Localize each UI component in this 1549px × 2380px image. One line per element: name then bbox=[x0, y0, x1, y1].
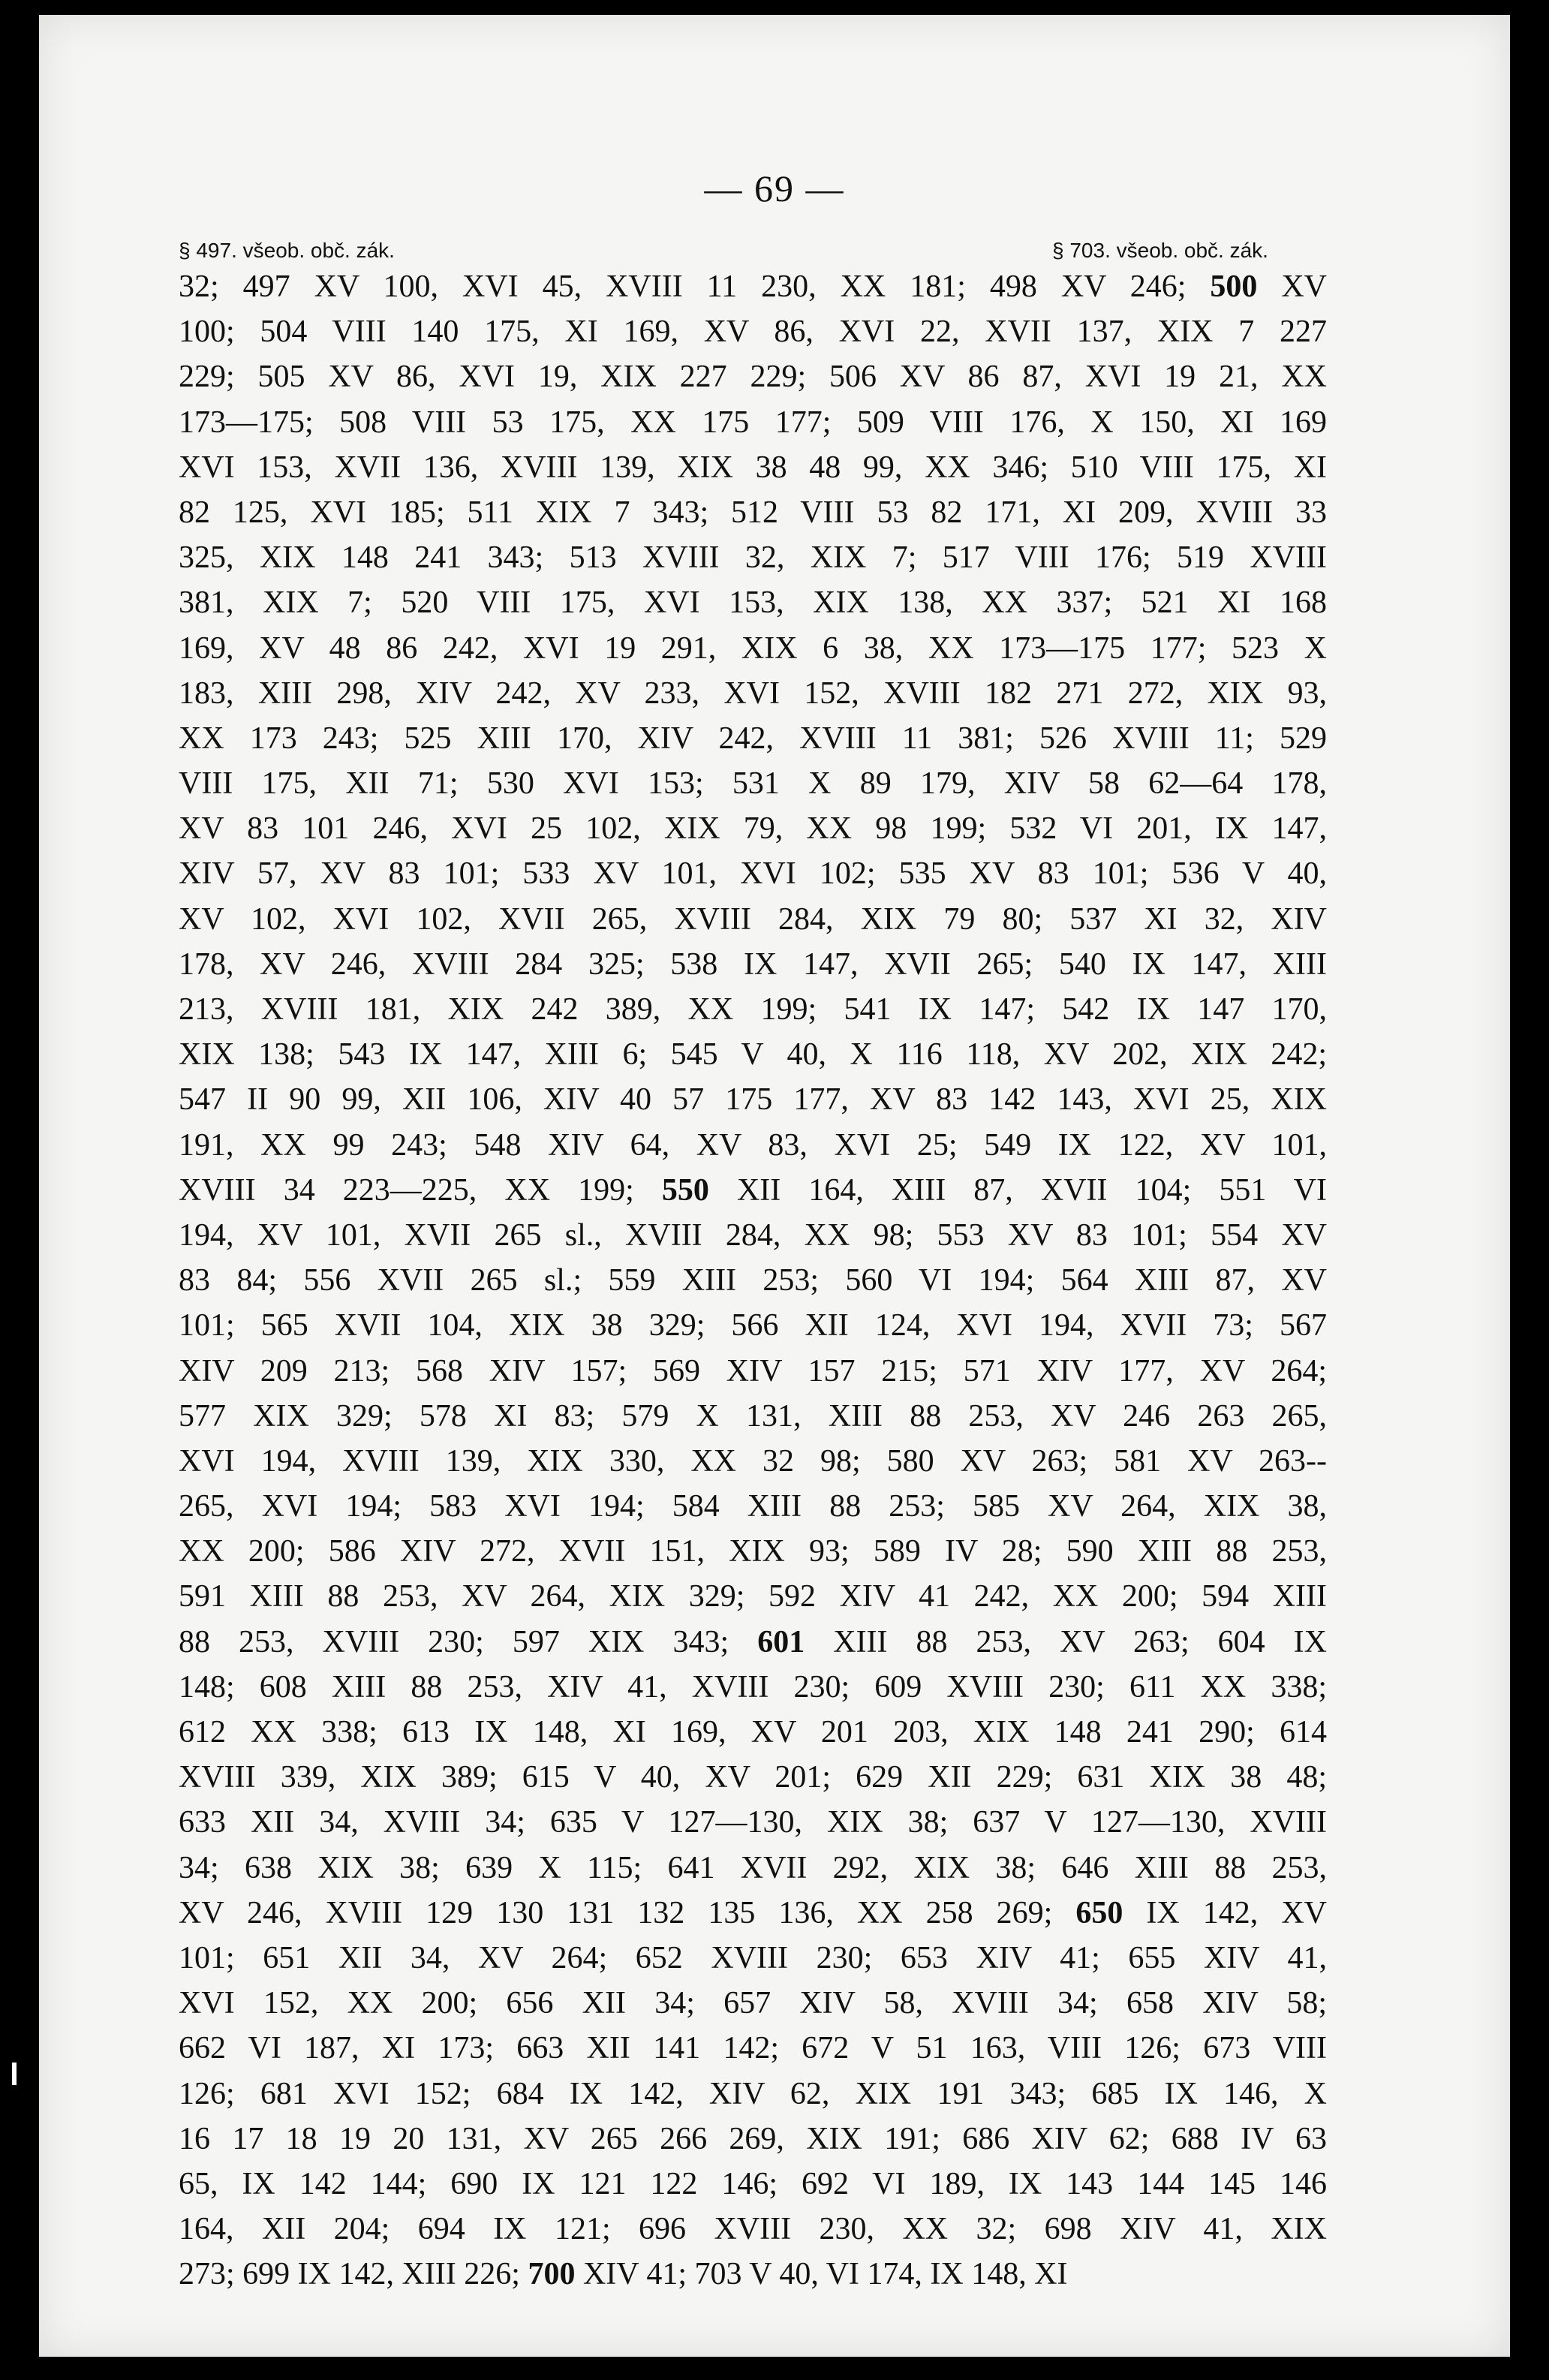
text-segment: 662 VI 187, XI 173; 663 XII 141 142; 672 V 51 163, VIII 126; 673 VIII bbox=[179, 2031, 1327, 2066]
text-segment: 100; 504 VIII 140 175, XI 169, XV 86, XVI 22, XVII 137, XIX 7 227 bbox=[179, 314, 1327, 350]
text-line bbox=[179, 1484, 1327, 1529]
text-segment: 164, XII 204; 694 IX 121; 696 XVIII 230, XX 32; 698 XIV 41, XIX bbox=[179, 2212, 1327, 2247]
text-line bbox=[179, 1394, 1327, 1439]
text-line bbox=[179, 987, 1327, 1032]
text-segment: XIV 41; 703 V 40, VI 174, IX 148, XI bbox=[575, 2257, 1068, 2292]
text-segment: 178, XV 246, XVIII 284 325; 538 IX 147, XVII 265; 540 IX 147, XIII bbox=[179, 946, 1327, 982]
text-segment: 173—175; 508 VIII 53 175, XX 175 177; 509 VIII 176, X 150, XI 169 bbox=[179, 405, 1327, 440]
text-segment: 381, XIX 7; 520 VIII 175, XVI 153, XIX 138, XX 337; 521 XI 168 bbox=[179, 585, 1327, 621]
text-line bbox=[179, 1800, 1327, 1845]
text-line bbox=[179, 354, 1327, 399]
text-segment: 34; 638 XIX 38; 639 X 115; 641 XVII 292, XIX 38; 646 XIII 88 253, bbox=[179, 1850, 1327, 1885]
text-line bbox=[179, 2252, 1327, 2297]
text-segment: XVI 152, XX 200; 656 XII 34; 657 XIV 58, XVIII 34; 658 XIV 58; bbox=[179, 1986, 1327, 2021]
text-line bbox=[179, 671, 1327, 716]
text-segment: XIV 57, XV 83 101; 533 XV 101, XVI 102; 535 XV 83 101; 536 V 40, bbox=[179, 856, 1327, 892]
text-line bbox=[179, 1123, 1327, 1168]
text-line bbox=[179, 1032, 1327, 1077]
text-segment: 547 II 90 99, XII 106, XIV 40 57 175 177, XV 83 142 143, XVI 25, XIX bbox=[179, 1082, 1327, 1118]
bold-section-number: 550 bbox=[661, 1172, 709, 1208]
running-header-right: § 703. všeob. obč. zák. bbox=[1052, 239, 1268, 262]
text-line bbox=[179, 806, 1327, 851]
text-segment: 65, IX 142 144; 690 IX 121 122 146; 692 VI 189, IX 143 144 145 146 bbox=[179, 2166, 1327, 2201]
bold-section-number: 601 bbox=[757, 1624, 805, 1659]
text-segment: XII 164, XIII 87, XVII 104; 551 VI bbox=[708, 1172, 1327, 1208]
text-line bbox=[179, 716, 1327, 761]
text-segment: XVI 194, XVIII 139, XIX 330, XX 32 98; 580 XV 263; 581 XV 263-- bbox=[179, 1443, 1327, 1479]
text-segment: 229; 505 XV 86, XVI 19, XIX 227 229; 506 XV 86 87, XVI 19 21, XX bbox=[179, 360, 1327, 395]
text-line bbox=[179, 400, 1327, 445]
bold-section-number: 650 bbox=[1075, 1895, 1123, 1930]
text-segment: 169, XV 48 86 242, XVI 19 291, XIX 6 38, XX 173—175 177; 523 X bbox=[179, 630, 1327, 666]
text-line bbox=[179, 1710, 1327, 1755]
text-line bbox=[179, 1936, 1327, 1981]
text-segment: 612 XX 338; 613 IX 148, XI 169, XV 201 203, XIX 148 241 290; 614 bbox=[179, 1715, 1327, 1750]
text-segment: XX 200; 586 XIV 272, XVII 151, XIX 93; 589 IV 28; 590 XIII 88 253, bbox=[179, 1534, 1327, 1569]
text-line bbox=[179, 1665, 1327, 1710]
text-segment: 101; 651 XII 34, XV 264; 652 XVIII 230; 653 XIV 41; 655 XIV 41, bbox=[179, 1940, 1327, 1975]
text-line bbox=[179, 535, 1327, 580]
text-segment: 88 253, XVIII 230; 597 XIX 343; bbox=[179, 1624, 758, 1659]
text-line bbox=[179, 1755, 1327, 1800]
text-segment: 83 84; 556 XVII 265 sl.; 559 XIII 253; 560 VI 194; 564 XIII 87, XV bbox=[179, 1263, 1327, 1298]
text-segment: XV 102, XVI 102, XVII 265, XVIII 284, XIX 79 80; 537 XI 32, XIV bbox=[179, 901, 1327, 937]
text-segment: XVIII 34 223—225, XX 199; bbox=[179, 1172, 662, 1208]
text-line bbox=[179, 1303, 1327, 1348]
text-segment: XV bbox=[1257, 269, 1327, 304]
text-segment: XIV 209 213; 568 XIV 157; 569 XIV 157 215; 571 XIV 177, XV 264; bbox=[179, 1353, 1327, 1389]
text-line bbox=[179, 1891, 1327, 1936]
text-segment: 633 XII 34, XVIII 34; 635 V 127—130, XIX 38; 637 V 127—130, XVIII bbox=[179, 1805, 1327, 1840]
text-segment: XVI 153, XVII 136, XVIII 139, XIX 38 48 99, XX 346; 510 VIII 175, XI bbox=[179, 450, 1327, 485]
text-line bbox=[179, 2026, 1327, 2071]
text-line bbox=[179, 626, 1327, 671]
text-segment: 325, XIX 148 241 343; 513 XVIII 32, XIX 7; 517 VIII 176; 519 XVIII bbox=[179, 540, 1327, 576]
text-segment: VIII 175, XII 71; 530 XVI 153; 531 X 89 179, XIV 58 62—64 178, bbox=[179, 766, 1327, 802]
text-line bbox=[179, 942, 1327, 987]
text-line bbox=[179, 1529, 1327, 1574]
text-line bbox=[179, 2162, 1327, 2207]
text-segment: 191, XX 99 243; 548 XIV 64, XV 83, XVI 25; 549 IX 122, XV 101, bbox=[179, 1127, 1327, 1163]
text-segment: XIX 138; 543 IX 147, XIII 6; 545 V 40, X 116 118, XV 202, XIX 242; bbox=[179, 1037, 1327, 1073]
text-segment: 265, XVI 194; 583 XVI 194; 584 XIII 88 253; 585 XV 264, XIX 38, bbox=[179, 1489, 1327, 1524]
text-line bbox=[179, 1439, 1327, 1484]
text-segment: 213, XVIII 181, XIX 242 389, XX 199; 541 IX 147; 542 IX 147 170, bbox=[179, 992, 1327, 1027]
text-segment: 16 17 18 19 20 131, XV 265 266 269, XIX 191; 686 XIV 62; 688 IV 63 bbox=[179, 2121, 1327, 2156]
bold-section-number: 500 bbox=[1210, 269, 1258, 304]
text-line bbox=[179, 309, 1327, 354]
text-line bbox=[179, 1168, 1327, 1213]
text-segment: 577 XIX 329; 578 XI 83; 579 X 131, XIII 88 253, XV 246 263 265, bbox=[179, 1398, 1327, 1434]
text-line bbox=[179, 1981, 1327, 2026]
running-header-left: § 497. všeob. obč. zák. bbox=[179, 239, 395, 262]
scan-artifact bbox=[12, 2063, 17, 2085]
text-segment: 273; 699 IX 142, XIII 226; bbox=[179, 2257, 528, 2292]
text-segment: 32; 497 XV 100, XVI 45, XVIII 11 230, XX 181; 498 XV 246; bbox=[179, 269, 1211, 304]
text-segment: XV 246, XVIII 129 130 131 132 135 136, XX 258 269; bbox=[179, 1895, 1076, 1930]
text-line bbox=[179, 2072, 1327, 2117]
text-segment: 101; 565 XVII 104, XIX 38 329; 566 XII 124, XVI 194, XVII 73; 567 bbox=[179, 1308, 1327, 1343]
text-line bbox=[179, 897, 1327, 942]
text-segment: 183, XIII 298, XIV 242, XV 233, XVI 152, XVIII 182 271 272, XIX 93, bbox=[179, 675, 1327, 711]
text-segment: 82 125, XVI 185; 511 XIX 7 343; 512 VIII 53 82 171, XI 209, XVIII 33 bbox=[179, 495, 1327, 530]
text-line bbox=[179, 2117, 1327, 2162]
text-line bbox=[179, 445, 1327, 490]
text-segment: 148; 608 XIII 88 253, XIV 41, XVIII 230; 609 XVIII 230; 611 XX 338; bbox=[179, 1669, 1327, 1705]
text-line bbox=[179, 1349, 1327, 1394]
text-segment: XVIII 339, XIX 389; 615 V 40, XV 201; 629 XII 229; 631 XIX 38 48; bbox=[179, 1760, 1327, 1795]
text-line bbox=[179, 1574, 1327, 1619]
text-segment: 126; 681 XVI 152; 684 IX 142, XIV 62, XIX 191 343; 685 IX 146, X bbox=[179, 2076, 1327, 2111]
text-segment: 194, XV 101, XVII 265 sl., XVIII 284, XX 98; 553 XV 83 101; 554 XV bbox=[179, 1217, 1327, 1253]
text-line bbox=[179, 1258, 1327, 1303]
text-line bbox=[179, 1213, 1327, 1258]
text-line bbox=[179, 490, 1327, 535]
text-line bbox=[179, 761, 1327, 806]
text-line bbox=[179, 1077, 1327, 1122]
page-number: — 69 — bbox=[704, 167, 845, 209]
text-line bbox=[179, 1620, 1327, 1665]
text-line bbox=[179, 580, 1327, 625]
text-line bbox=[179, 1846, 1327, 1891]
text-segment: XIII 88 253, XV 263; 604 IX bbox=[805, 1624, 1328, 1659]
text-segment: 591 XIII 88 253, XV 264, XIX 329; 592 XIV 41 242, XX 200; 594 XIII bbox=[179, 1579, 1327, 1614]
text-line bbox=[179, 2207, 1327, 2252]
bold-section-number: 700 bbox=[528, 2257, 576, 2292]
text-line bbox=[179, 264, 1327, 309]
index-text-body bbox=[179, 264, 1327, 2297]
text-segment: XV 83 101 246, XVI 25 102, XIX 79, XX 98 199; 532 VI 201, IX 147, bbox=[179, 811, 1327, 847]
text-segment: IX 142, XV bbox=[1123, 1895, 1328, 1930]
text-line bbox=[179, 851, 1327, 896]
text-segment: XX 173 243; 525 XIII 170, XIV 242, XVIII 11 381; 526 XVIII 11; 529 bbox=[179, 721, 1327, 756]
